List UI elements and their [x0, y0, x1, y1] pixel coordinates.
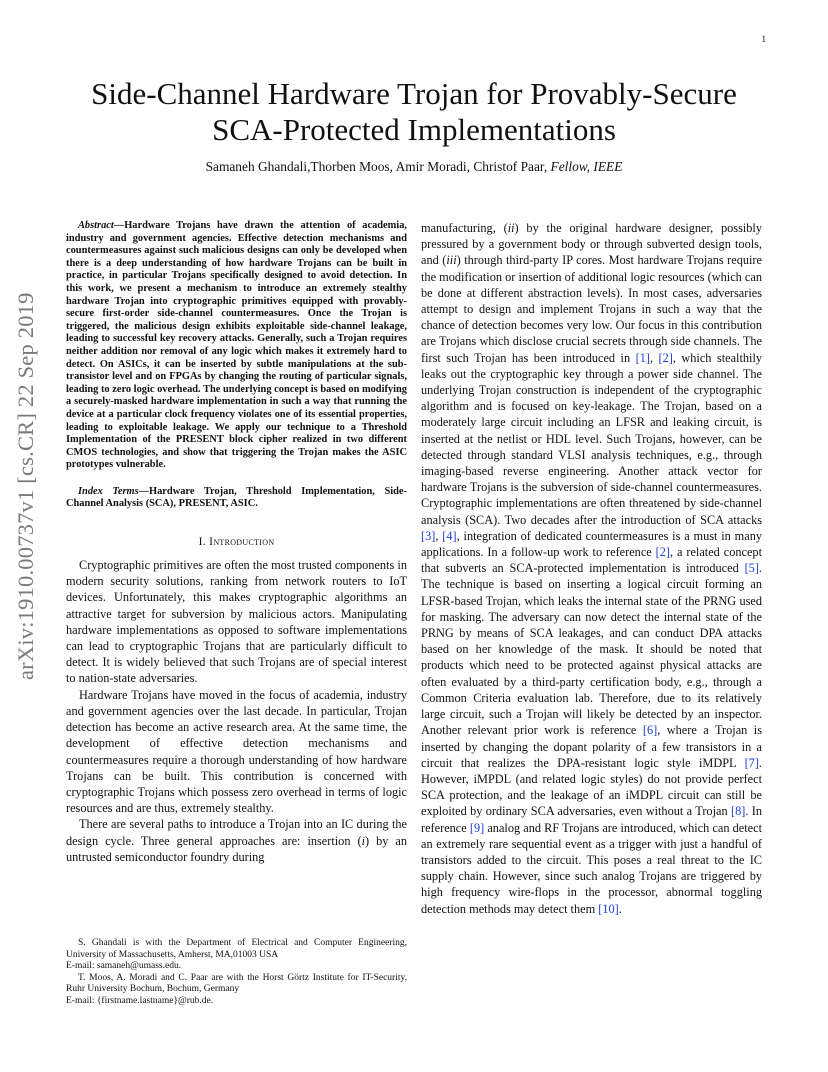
citation-link-2[interactable]: [2]	[658, 350, 673, 365]
citation-link-10[interactable]: [10]	[598, 901, 619, 916]
text-run: , a related concept that subverts an SCA-protected implementation is introduced	[421, 545, 762, 576]
intro-p3-text-b: ) by an untrusted semiconductor foundry during	[66, 833, 407, 864]
intro-p3-text-a: There are several paths to introduce a Trojan into an IC during the design cycle. Three general approaches are: insertion (	[66, 817, 407, 848]
section-title: Introduction	[209, 535, 275, 549]
roman-iii: iii	[446, 253, 457, 268]
footnote-rub: T. Moos, A. Moradi and C. Paar are with the Horst Görtz Institute for IT-Security, Ruhr University Bochum, Bochum, Germany	[66, 972, 407, 995]
text-run: , which stealthily leaks out the cryptographic key through a power side channel. The underlying Trojan construction is independent of the cryptographic algorithm and is focused on key-leakage. The Trojan, based on a moderately large circuit including an LFSR and leaking circuit, is inserted at the netlist or HDL level. Such Trojans, however, can be detected through standard VLSI analysis techniques, e.g., through imaging-based reverse engineering. Another attack vector for hardware Trojans is the subversion of side-channel countermeasures. Cryptographic implementations are often threatened by side-channel analysis (SCA). Two decades after the introduction of SCA attacks	[421, 350, 763, 527]
text-run: manufacturing, (	[421, 221, 508, 235]
roman-ii: ii	[507, 221, 515, 235]
intro-p3-roman-i: i	[361, 833, 365, 848]
page-number: 1	[761, 34, 766, 44]
citation-link-5[interactable]: [5]	[744, 561, 759, 576]
text-run: , integration of dedicated countermeasures is a must in many applications. In a follow-up work to reference	[421, 528, 762, 560]
index-terms-text: —Hardware Trojan, Threshold Implementation, Side-Channel Analysis (SCA), PRESENT, ASIC.	[66, 485, 407, 510]
abstract	[66, 220, 407, 472]
text-run: ) by the original hardware designer, possibly pressured by a government body or through subverted design tools, and (	[421, 221, 762, 268]
abstract-text: —Hardware Trojans have drawn the attention of academia, industry and government agencies. Effective detection mechanisms and countermeasures against such malicious designs can only be developed when there is a deep understanding of how hardware Trojans can be built in practice, in particular Trojans specifically designed to avoid detection. In this work, we present a mechanism to introduce an extremely stealthy hardware Trojan into cryptographic primitives equipped with provably-secure first-order side-channel countermeasures. Once the Trojan is triggered, the malicious design exhibits exploitable side-channel leakage, leading to successful key recovery attacks. Generally, such a Trojan requires neither addition nor removal of any logic which makes it extremely hard to detect. On ASICs, it can be inserted by subtle manipulations at the sub-transistor level and on FPGAs by changing the routing of particular signals, leading to zero logic overhead. The underlying concept is based on modifying a securely-masked hardware implementation in such a way that running the device at a particular clock frequency violates one of its essential properties, leading to exploitable leakage. We apply our technique to a Threshold Implementation of the PRESENT block cipher realized in two different CMOS technologies, and show that triggering the Trojan makes the ASIC prototypes vulnerable.	[66, 220, 407, 471]
index-terms-label: Index Terms	[78, 485, 139, 497]
footnote-rub-email: E-mail: {firstname.lastname}@rub.de.	[66, 995, 214, 1006]
text-run: .	[618, 901, 622, 916]
intro-paragraph-3	[66, 816, 407, 865]
text-run: ,	[435, 528, 443, 543]
author-fellow: Fellow, IEEE	[550, 159, 623, 174]
intro-paragraph-3-continued	[421, 220, 762, 917]
author-list	[40, 159, 788, 175]
citation-link-8[interactable]: [8]	[730, 804, 746, 819]
section-number: I.	[198, 535, 210, 549]
footnotes	[66, 938, 407, 1008]
right-column	[421, 220, 762, 917]
citation-link-7[interactable]: [7]	[744, 755, 759, 770]
footnote-ghandali: S. Ghandali is with the Department of Electrical and Computer Engineering, University of Massachusetts, Amherst, MA,01003 USA	[66, 938, 407, 960]
citation-link-9[interactable]: [9]	[469, 820, 485, 835]
text-run: . However, iMPDL (and related logic styles) do not provide perfect SCA protection, and the leakage of an iMDPL circuit can still be exploited by ordinary SCA adversaries, even without a Trojan	[421, 755, 762, 819]
text-run: . In reference	[421, 804, 762, 835]
citation-link-3[interactable]: [3]	[421, 528, 436, 543]
citation-link-4[interactable]: [4]	[442, 528, 457, 543]
section-heading-introduction	[66, 535, 407, 548]
paper-title	[40, 76, 788, 148]
left-column	[66, 220, 407, 865]
citation-link-1[interactable]: [1]	[635, 350, 650, 365]
arxiv-stamp	[6, 290, 46, 680]
intro-paragraph-1: Cryptographic primitives are often the most trusted components in modern security solutions, ranking from network routers to IoT devices. Unfortunately, this makes cryptographic algorithms an attractive target for subversion by malicious actors. Manipulating hardware implementations as opposed to software implementations can lead to cryptographic Trojans that are particularly difficult to detect. It is widely believed that such Trojans are of special interest to nation-state adversaries.	[66, 558, 407, 686]
author-names: Samaneh Ghandali,Thorben Moos, Amir Moradi, Christof Paar,	[205, 159, 551, 174]
text-run: . The technique is based on inserting a logical circuit forming an LFSR-based Trojan, which leaks the internal state of the PRNG used for masking. The adversary can now detect the internal state of the PRNG by means of SCA leakages, and can conduct DPA attacks based on her knowledge of the mask. It should be noted that products which need to be protected against physical attacks are often evaluated by a third-party certification body, e.g., through a Common Criteria evaluation lab. Therefore, due to its relatively large circuit, such a Trojan will likely be detected by an inspector. Another relevant prior work is reference	[421, 561, 762, 738]
text-run: ) through third-party IP cores. Most hardware Trojans require the modification or insertion of additional logic resources (which can be done at different abstraction levels). In most cases, adversaries attempt to design and implement Trojans in such a way that the chance of detection becomes very low. Our focus in this contribution are Trojans which disclose crucial secrets through side channels. The first such Trojan has been introduced in	[421, 253, 762, 365]
text-run: , where a Trojan is inserted by changing the dopant polarity of a few transistors in a circuit that realizes the DPA-resistant logic style iMDPL	[421, 723, 762, 770]
intro-paragraph-2: Hardware Trojans have moved in the focus of academia, industry and government agencies over the last decade. In particular, Trojan detection has become an active research area. At the same time, the development of effective detection mechanisms and countermeasures require a thorough understanding of how hardware Trojans can be built. This contribution is concerned with cryptographic Trojans which possess zero overhead in terms of logic resources and are thus, extremely stealthy.	[66, 687, 407, 816]
text-run: analog and RF Trojans are introduced, which can detect an extremely rare sequential event as a trigger with just a handful of transistors added to the circuit. This poses a real threat to the IC supply chain. However, since such analog Trojans are triggered by high frequency wire-flops in the processor, abnormal toggling detection methods may detect them	[421, 820, 762, 916]
footnote-ghandali-email: E-mail: samaneh@umass.edu.	[66, 961, 182, 972]
citation-link-2b[interactable]: [2]	[655, 545, 671, 560]
arxiv-identifier: arXiv:1910.00737v1 [cs.CR] 22 Sep 2019	[13, 292, 38, 680]
abstract-label: Abstract	[78, 220, 114, 231]
index-terms	[66, 486, 407, 511]
text-run: ,	[649, 350, 659, 365]
citation-link-6[interactable]: [6]	[642, 723, 658, 738]
title-line-1: Side-Channel Hardware Trojan for Provably-Secure	[91, 76, 737, 111]
title-line-2: SCA-Protected Implementations	[212, 112, 616, 147]
